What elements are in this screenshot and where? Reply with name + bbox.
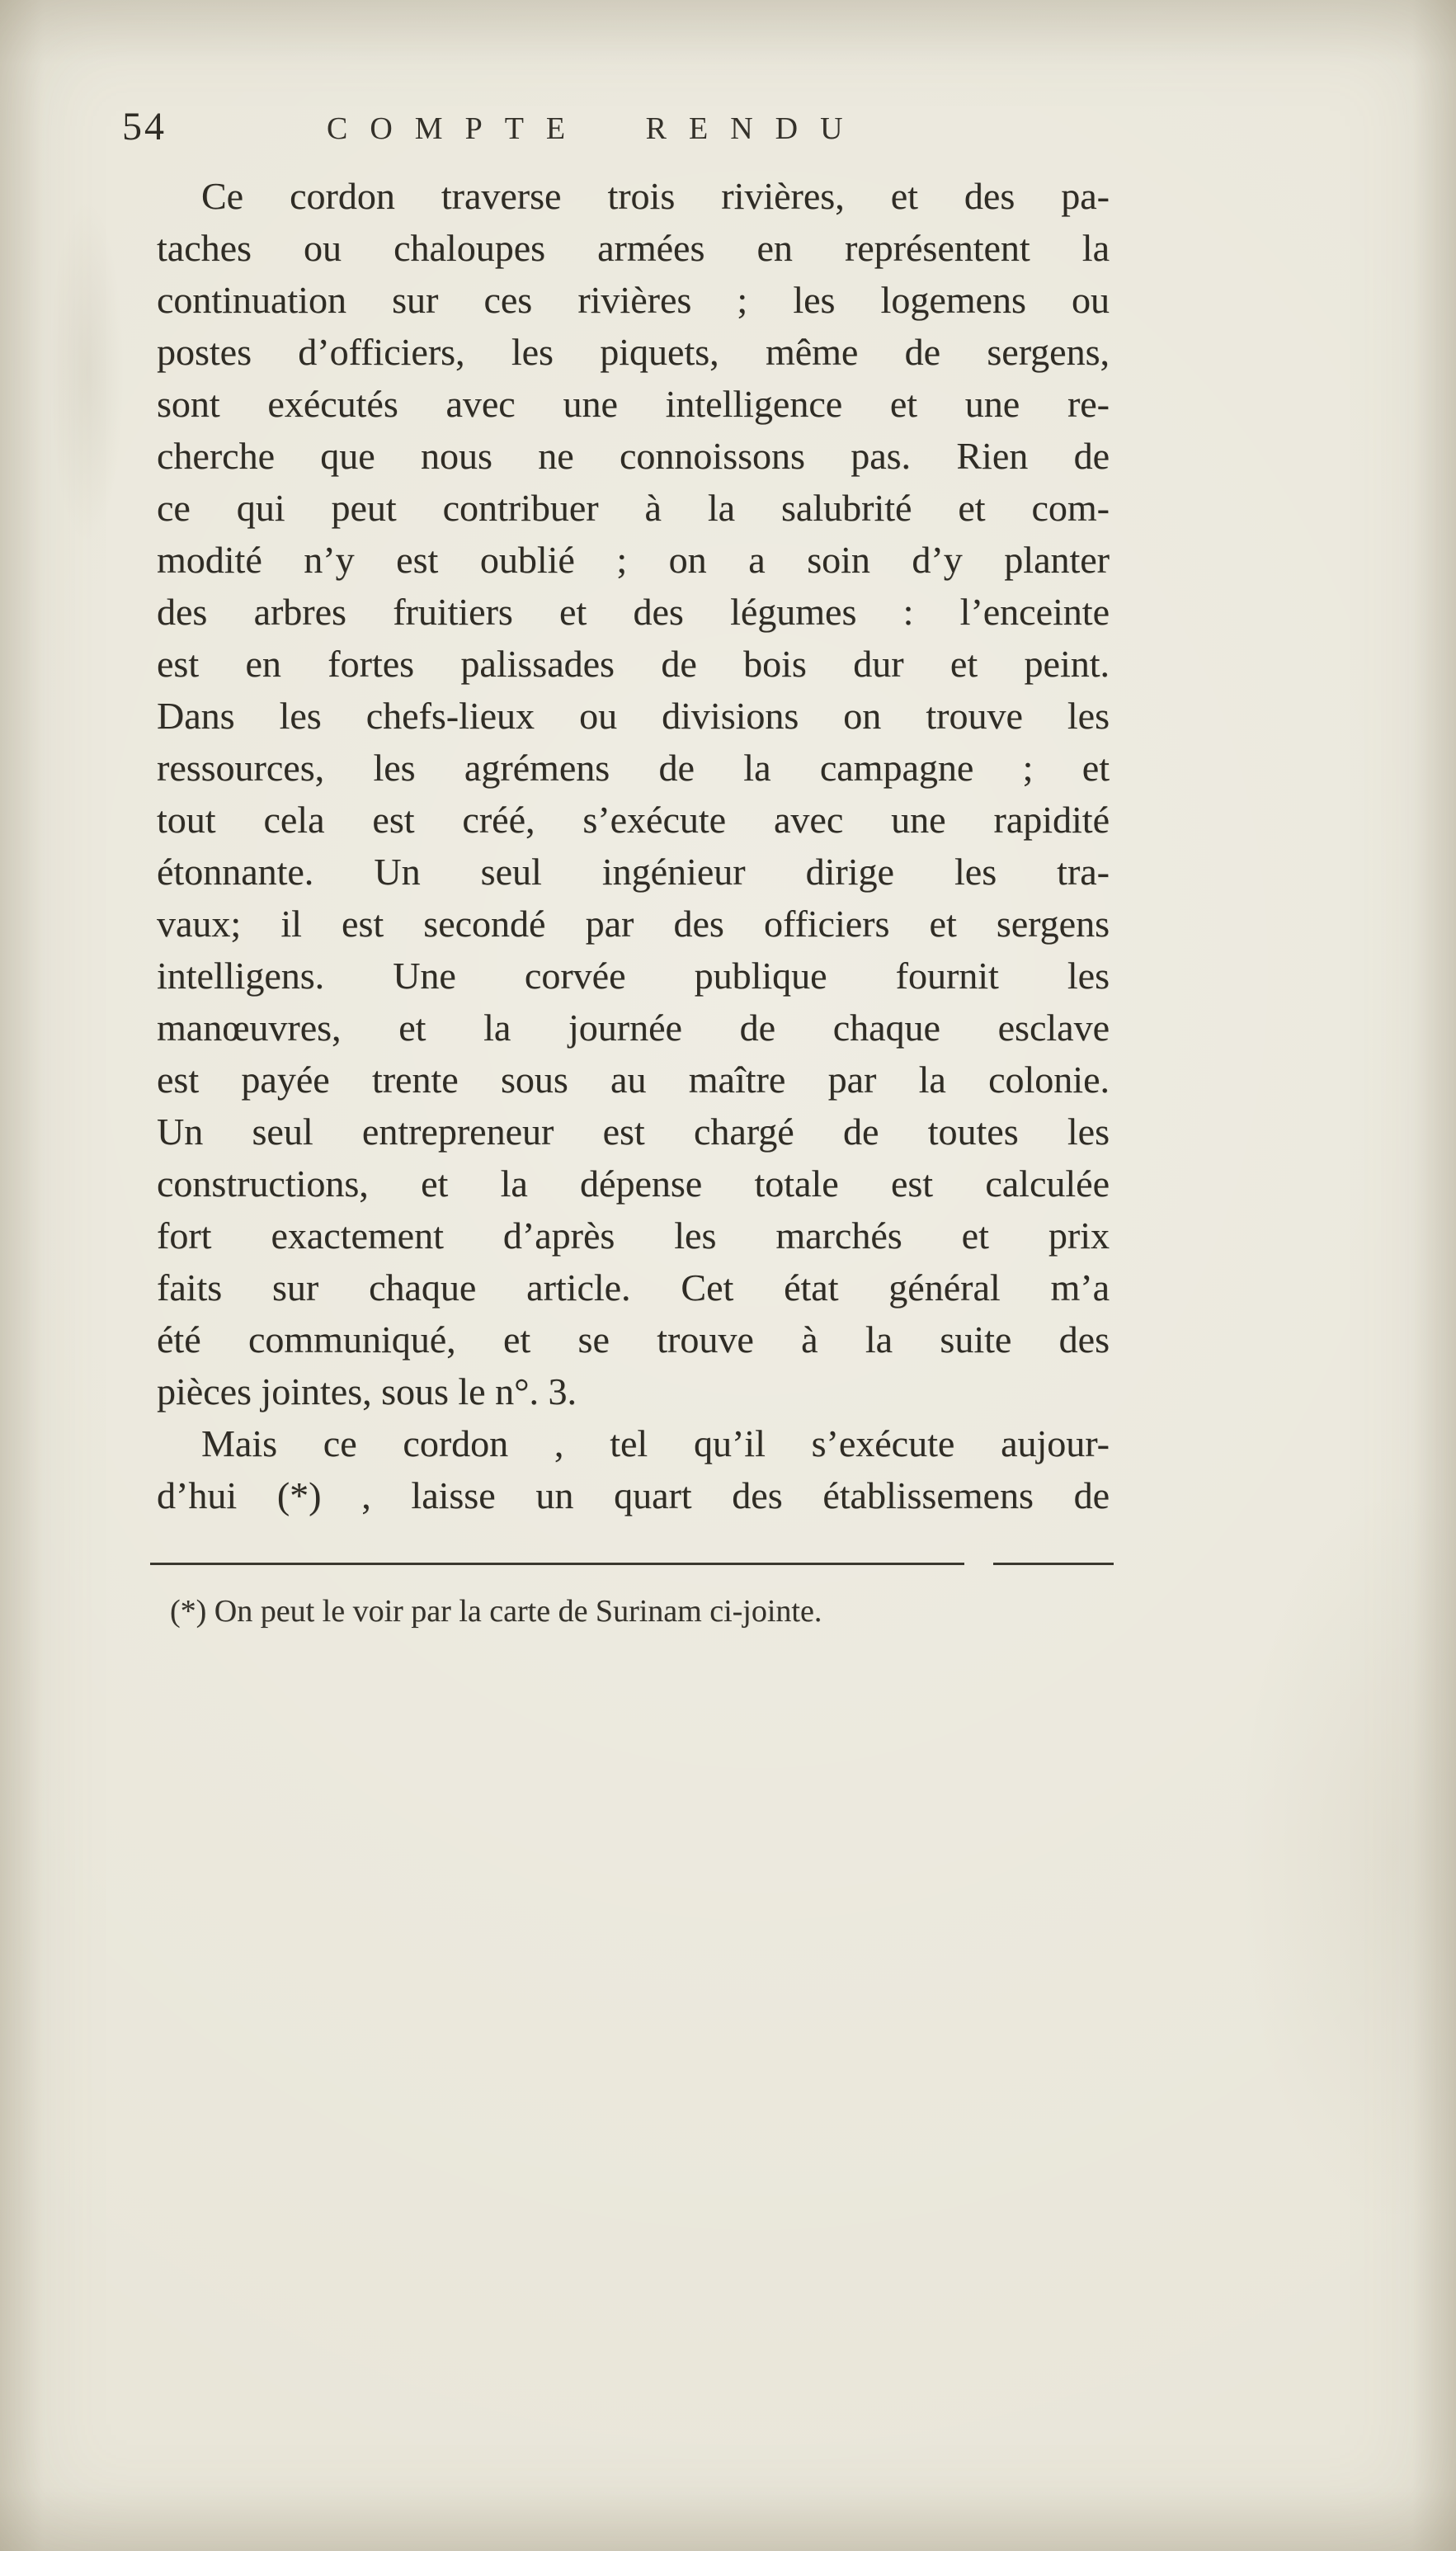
- text-line: taches ou chaloupes armées en représentent la: [157, 227, 1110, 269]
- text-line: tout cela est créé, s’exécute avec une rapidité: [157, 799, 1110, 841]
- text-line: postes d’officiers, les piquets, même de sergens,: [157, 331, 1110, 373]
- footnote-divider: [150, 1563, 1114, 1565]
- text-line: est en fortes palissades de bois dur et peint.: [157, 643, 1110, 685]
- text-line: sont exécutés avec une intelligence et une re-: [157, 383, 1110, 425]
- text-line: été communiqué, et se trouve à la suite des: [157, 1318, 1110, 1360]
- paper-stain: [49, 198, 124, 545]
- text-line: est payée trente sous au maître par la colonie.: [157, 1059, 1110, 1101]
- text-line: Ce cordon traverse trois rivières, et des pa-: [201, 175, 1110, 217]
- text-line: d’hui (*) , laisse un quart des établissemens de: [157, 1474, 1110, 1516]
- running-title: COMPTE RENDU: [327, 111, 865, 146]
- paper-stain: [1237, 1485, 1456, 2228]
- text-line: continuation sur ces rivières ; les logemens ou: [157, 279, 1110, 321]
- footnote: (*) On peut le voir par la carte de Surinam ci-jointe.: [170, 1594, 822, 1629]
- text-line: intelligens. Une corvée publique fournit les: [157, 955, 1110, 997]
- page-header: [122, 104, 1120, 157]
- text-line: vaux; il est secondé par des officiers et sergens: [157, 903, 1110, 945]
- text-line: pièces jointes, sous le n°. 3.: [157, 1370, 577, 1412]
- body-text: [157, 170, 1110, 1521]
- text-line: fort exactement d’après les marchés et prix: [157, 1214, 1110, 1257]
- text-line: Mais ce cordon , tel qu’il s’exécute aujour-: [201, 1422, 1110, 1464]
- text-line: faits sur chaque article. Cet état général m’a: [157, 1266, 1110, 1309]
- text-line: constructions, et la dépense totale est calculée: [157, 1162, 1110, 1205]
- text-line: Un seul entrepreneur est chargé de toutes les: [157, 1110, 1110, 1153]
- page-number: 54: [122, 105, 167, 149]
- text-line: ce qui peut contribuer à la salubrité et com-: [157, 487, 1110, 529]
- text-line: Dans les chefs-lieux ou divisions on trouve les: [157, 695, 1110, 737]
- text-line: ressources, les agrémens de la campagne ; et: [157, 747, 1110, 789]
- text-line: cherche que nous ne connoissons pas. Rien de: [157, 435, 1110, 477]
- text-line: manœuvres, et la journée de chaque esclave: [157, 1007, 1110, 1049]
- text-line: modité n’y est oublié ; on a soin d’y planter: [157, 539, 1110, 581]
- text-line: étonnante. Un seul ingénieur dirige les tra-: [157, 851, 1110, 893]
- text-line: des arbres fruitiers et des légumes : l’enceinte: [157, 591, 1110, 633]
